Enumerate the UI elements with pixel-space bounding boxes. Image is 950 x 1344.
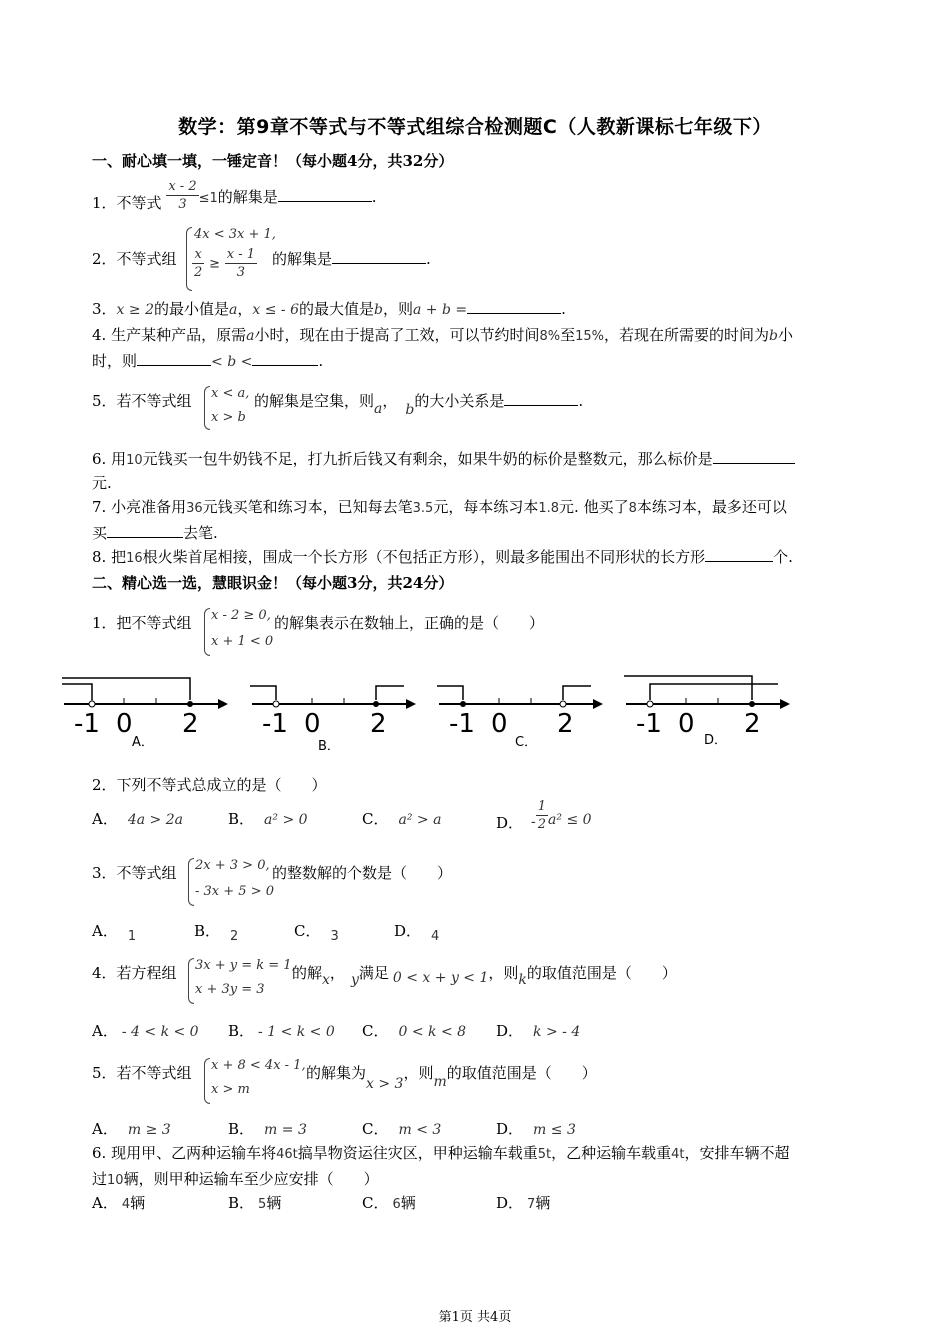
system-brace — [204, 386, 210, 430]
question-3: 3．x ≥ 2的最小值是a，x ≤ - 6的最大值是b，则a + b = . — [92, 300, 566, 318]
svg-text:-1: -1 — [636, 709, 662, 739]
system-brace — [188, 958, 194, 1004]
choice-6-option-c[interactable]: C． 6辆 — [362, 1194, 416, 1212]
choice-2-option-b[interactable]: B． a² > 0 — [228, 810, 308, 828]
tick-label-left: -1 — [74, 709, 100, 739]
question-4-line-2: 时，则 < b < . — [92, 352, 324, 370]
option-c-label: C． — [515, 735, 538, 750]
choice-3-option-d[interactable]: D． 4 — [394, 922, 440, 944]
choice-3-label: 3．不等式组 — [92, 864, 177, 882]
choice-3-option-b[interactable]: B． 2 — [194, 922, 239, 944]
section-heading-choice: 二、精心选一选，慧眼识金！（每小题3分，共24分） — [92, 574, 454, 592]
option-c-number-line[interactable] — [437, 686, 603, 750]
answer-blank[interactable] — [332, 249, 426, 264]
choice-6-line-2: 过10辆，则甲种运输车至少应安排（ ） — [92, 1170, 379, 1188]
choice-2: 2．下列不等式总成立的是（ ） — [92, 776, 327, 794]
system-line-2: x > m — [211, 1082, 250, 1097]
system-brace — [204, 608, 210, 656]
solution-ray-left — [62, 684, 92, 700]
choice-3-option-a[interactable]: A． 1 — [92, 922, 137, 944]
choice-6-option-b[interactable]: B． 5辆 — [228, 1194, 282, 1212]
option-a-number-line[interactable] — [62, 678, 228, 750]
answer-blank[interactable] — [713, 449, 795, 464]
option-a-label: A． — [132, 735, 154, 750]
choice-4-option-d[interactable]: D． k > - 4 — [496, 1022, 581, 1040]
choice-2-option-a[interactable]: A． 4a > 2a — [92, 810, 183, 828]
system-line-1: x - 2 ≥ 0, — [211, 608, 271, 623]
svg-text:-1: -1 — [449, 709, 475, 739]
svg-text:0: 0 — [678, 709, 695, 739]
question-7-line-1: 7. 小亮准备用36元钱买笔和练习本，已知每去笔3.5元，每本练习本1.8元. 他买了8本练习本，最多还可以 — [92, 498, 787, 516]
system-line-2: x + 1 < 0 — [211, 634, 274, 649]
question-5-label: 5．若不等式组 — [92, 392, 192, 410]
solid-dot — [187, 701, 193, 707]
answer-blank[interactable] — [107, 523, 183, 538]
axis-arrow — [218, 699, 228, 709]
choice-6-option-d[interactable]: D． 7辆 — [496, 1194, 551, 1212]
question-6-line-2: 元. — [92, 474, 112, 492]
system-line-1: x < a, — [211, 386, 250, 401]
tick-label-zero: 0 — [116, 709, 133, 739]
question-8: 8. 把16根火柴首尾相接，围成一个长方形（不包括正方形），则最多能围出不同形状的长方形 个. — [92, 548, 793, 566]
question-5-tail: 的解集是空集，则a， b的大小关系是 . — [254, 392, 584, 418]
option-d-label: D． — [704, 733, 728, 748]
choice-4-tail: 的解x， y满足 0 < x + y < 1，则k的取值范围是（ ） — [292, 964, 677, 988]
svg-text:0: 0 — [491, 709, 508, 739]
choice-4-label: 4．若方程组 — [92, 964, 177, 982]
choice-1-tail: 的解集表示在数轴上，正确的是（ ） — [274, 614, 545, 632]
choice-1-label: 1．把不等式组 — [92, 614, 192, 632]
fraction: $\frac{x - 2}{3}$ — [168, 179, 197, 212]
choice-5-option-d[interactable]: D． m ≤ 3 — [496, 1120, 576, 1138]
system-line-1: 4x < 3x + 1, — [194, 227, 276, 242]
question-2-label: 2．不等式组 — [92, 250, 177, 268]
page-footer: 第1页 共4页 — [438, 1310, 512, 1325]
choice-5-option-b[interactable]: B． m = 3 — [228, 1120, 307, 1138]
choice-2-option-c[interactable]: C． a² > a — [362, 810, 442, 828]
question-7-line-2: 买 去笔. — [92, 524, 218, 542]
option-d-number-line[interactable] — [624, 676, 790, 748]
question-4-line-1: 4. 生产某种产品，原需a小时，现在由于提高了工效，可以节约时间8%至15%，若现在所需要的时间为b小 — [92, 326, 794, 344]
answer-blank[interactable] — [252, 351, 318, 366]
choice-4-option-c[interactable]: C． 0 < k < 8 — [362, 1022, 467, 1040]
option-b-label: B． — [318, 739, 340, 750]
system-brace — [188, 858, 194, 906]
answer-blank[interactable] — [278, 187, 372, 202]
answer-blank[interactable] — [504, 391, 578, 406]
question-6-line-1: 6. 用10元钱买一包牛奶钱不足，打九折后钱又有剩余，如果牛奶的标价是整数元，那么标价是 — [92, 448, 795, 469]
system-line-2: x + 3y = 3 — [195, 982, 265, 997]
solution-ray-left-2 — [62, 678, 190, 700]
number-line-options — [60, 670, 800, 750]
system-line-1: 2x + 3 > 0, — [195, 858, 270, 873]
system-line-1: x + 8 < 4x - 1, — [211, 1058, 306, 1073]
choice-6-option-a[interactable]: A． 4辆 — [92, 1194, 146, 1212]
open-dot — [89, 701, 95, 707]
choice-3-tail: 的整数解的个数是（ ） — [272, 864, 453, 882]
choice-6-line-1: 6. 现用甲、乙两种运输车将46t搞旱物资运往灾区，甲种运输车载重5t，乙种运输车载重4t，安排车辆不超 — [92, 1144, 790, 1162]
choice-5-label: 5．若不等式组 — [92, 1064, 192, 1082]
answer-blank[interactable] — [467, 299, 561, 314]
system-line-2: - 3x + 5 > 0 — [195, 884, 274, 899]
choice-5-option-c[interactable]: C． m < 3 — [362, 1120, 442, 1138]
system-brace — [204, 1058, 210, 1104]
svg-text:-1: -1 — [262, 709, 288, 739]
question-2-tail: 的解集是 . — [272, 250, 431, 268]
choice-5-option-a[interactable]: A． m ≥ 3 — [92, 1120, 171, 1138]
svg-text:2: 2 — [744, 709, 761, 739]
system-line-2: $\frac{x}{2}$ ≥ $\frac{x - 1}{3}$ — [194, 247, 256, 280]
question-1: 1．不等式 $\frac{x - 2}{3}$ ≤1的解集是 . — [92, 179, 377, 212]
choice-4-option-a[interactable]: A． - 4 < k < 0 — [92, 1022, 199, 1040]
system-line-1: 3x + y = k = 1, — [195, 958, 296, 973]
system-line-2: x > b — [211, 410, 246, 425]
choice-3-option-c[interactable]: C． 3 — [294, 922, 339, 944]
choice-2-option-d[interactable]: D． - $\frac{1}{2}$ a² ≤ 0 — [496, 799, 592, 832]
section-heading-fill: 一、耐心填一填，一锤定音！（每小题4分，共32分） — [92, 152, 454, 170]
tick-label-right: 2 — [182, 709, 199, 739]
choice-4-option-b[interactable]: B． - 1 < k < 0 — [228, 1022, 335, 1040]
page-title: 数学：第9章不等式与不等式组综合检测题C（人教新课标七年级下） — [178, 116, 772, 138]
svg-text:0: 0 — [304, 709, 321, 739]
answer-blank[interactable] — [137, 351, 211, 366]
svg-text:2: 2 — [557, 709, 574, 739]
choice-5-tail: 的解集为x > 3，则m的取值范围是（ ） — [306, 1064, 597, 1092]
option-b-number-line[interactable] — [250, 686, 416, 750]
answer-blank[interactable] — [705, 547, 773, 562]
svg-text:2: 2 — [370, 709, 387, 739]
